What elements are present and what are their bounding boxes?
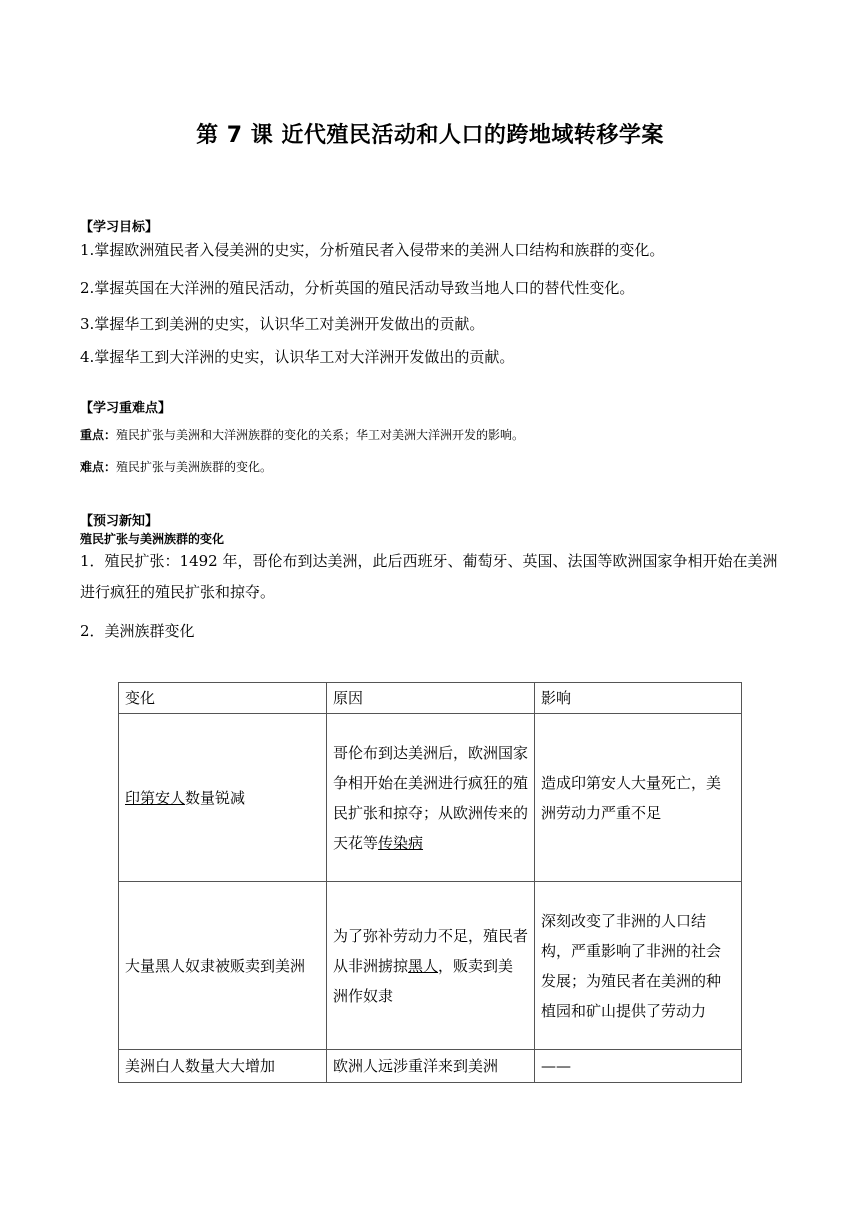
row2-cause-text: 为了弥补劳动力不足，殖民者从非洲掳掠: [333, 926, 529, 975]
header-effect: 影响: [535, 683, 742, 714]
row3-effect: ——: [535, 1050, 742, 1083]
preview-item-2: 2．美洲族群变化: [80, 622, 195, 640]
row1-cause: [327, 714, 535, 882]
row2-change-text: 大量黑人奴隶被贩卖到美洲: [125, 956, 306, 975]
table-row: [119, 1050, 742, 1083]
table-header-row: [119, 683, 742, 714]
objective-item-3: 3.掌握华工到美洲的史实，认识华工对美洲开发做出的贡献。: [80, 315, 485, 333]
row1-change-text: 数量锐减: [185, 788, 246, 807]
objective-item-1: 1.掌握欧洲殖民者入侵美洲的史实，分析殖民者入侵带来的美洲人口结构和族群的变化。: [80, 241, 665, 259]
header-change: 变化: [119, 683, 327, 714]
key-point-text: 殖民扩张与美洲和大洋洲族群的变化的关系；华工对美洲大洋洲开发的影响。: [116, 428, 525, 442]
row2-cause: [327, 882, 535, 1050]
difficult-point-label: 难点：: [80, 460, 117, 474]
row2-cause-post: ，贩卖到美洲作奴隶: [333, 956, 514, 1005]
objective-item-4: 4.掌握华工到大洋洲的史实，认识华工对大洋洲开发做出的贡献。: [80, 348, 515, 366]
row2-change: [119, 882, 327, 1050]
row3-change-text: 美洲白人数量大大增加: [125, 1057, 276, 1075]
row1-change: [119, 714, 327, 882]
row3-cause: [327, 1050, 535, 1083]
objective-item-2: 2.掌握英国在大洋洲的殖民活动，分析英国的殖民活动导致当地人口的替代性变化。: [80, 279, 635, 297]
ethnic-change-table: [118, 682, 742, 1083]
table-row: [119, 714, 742, 882]
objectives-heading: 【学习目标】: [80, 220, 159, 235]
row3-change: [119, 1050, 327, 1083]
key-point-label: 重点：: [80, 428, 117, 442]
preview-heading: 【预习新知】: [80, 514, 159, 529]
preview-subheading: 殖民扩张与美洲族群的变化: [80, 532, 225, 546]
page-title: 第 7 课 近代殖民活动和人口的跨地域转移学案: [196, 123, 664, 148]
key-point-line: [80, 426, 524, 443]
row1-cause-underlined: 传染病: [378, 833, 424, 852]
row2-cause-underlined: 黑人: [408, 956, 439, 975]
row1-change-underlined: 印第安人: [125, 788, 186, 807]
row1-cause-text: 哥伦布到达美洲后，欧洲国家争相开始在美洲进行疯狂的殖民扩张和掠夺；从欧洲传来的天花等: [333, 743, 529, 852]
row1-effect: 造成印第安人大量死亡，美洲劳动力严重不足: [535, 714, 742, 882]
difficult-point-text: 殖民扩张与美洲族群的变化。: [116, 460, 273, 474]
key-points-heading: 【学习重难点】: [80, 401, 172, 416]
row2-effect: 深刻改变了非洲的人口结构，严重影响了非洲的社会发展；为殖民者在美洲的种植园和矿山提供了劳动力: [535, 882, 742, 1050]
preview-item-1: 1．殖民扩张：1492 年，哥伦布到达美洲，此后西班牙、葡萄牙、英国、法国等欧洲国家争相开始在美洲进行疯狂的殖民扩张和掠夺。: [80, 552, 778, 601]
difficult-point-line: [80, 458, 272, 475]
table-row: [119, 882, 742, 1050]
header-cause: 原因: [327, 683, 535, 714]
row3-cause-text: 欧洲人远涉重洋来到美洲: [333, 1057, 499, 1075]
